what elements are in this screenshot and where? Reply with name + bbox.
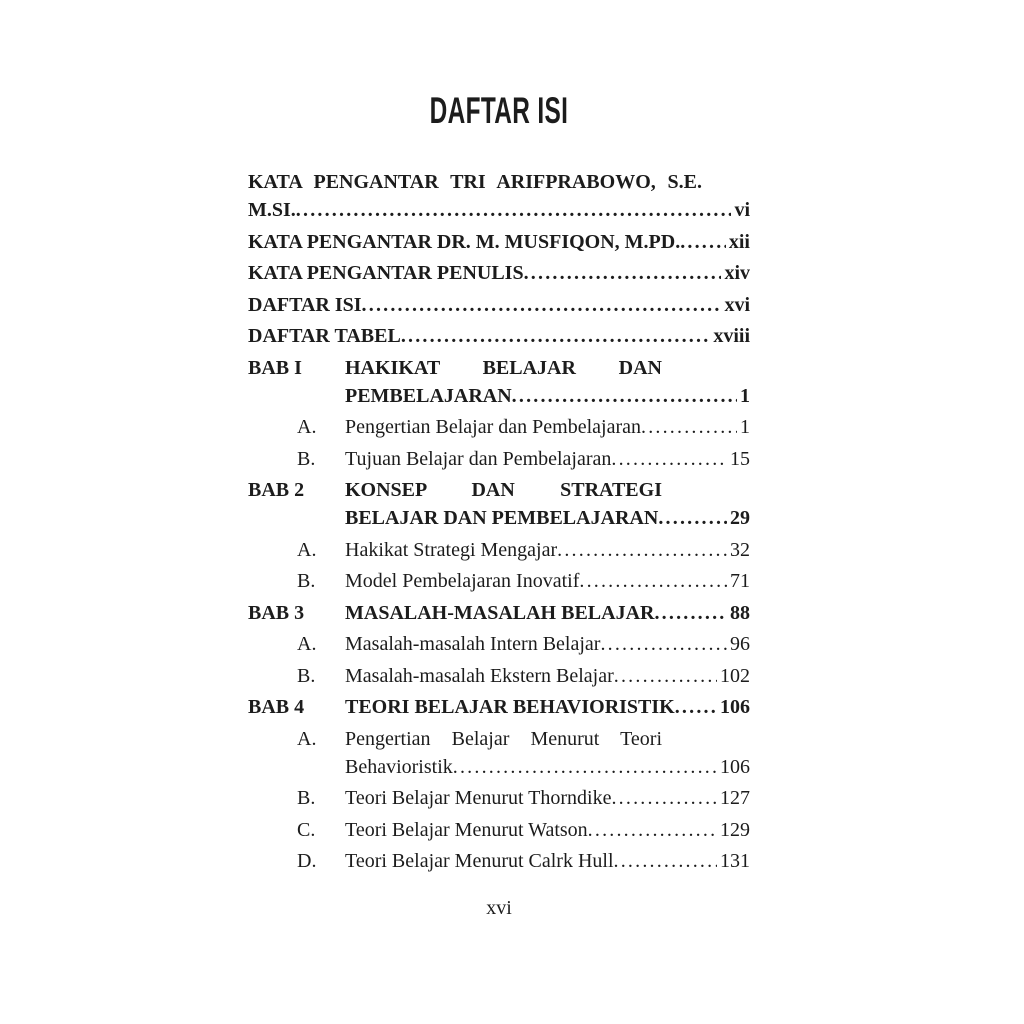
toc-entry-title: MASALAH-MASALAH BELAJAR: [345, 601, 655, 624]
toc-entry-line: [248, 196, 750, 224]
toc-entry-title: Teori Belajar Menurut Calrk Hull: [345, 850, 614, 872]
toc-entry-label: [248, 847, 345, 875]
toc-entry-line: [248, 259, 750, 287]
toc-entry-line: [345, 599, 750, 627]
dot-leader: [524, 259, 722, 287]
toc-page-number: 88: [730, 601, 750, 624]
toc-entry-label: [248, 725, 345, 781]
toc-entry-body: [345, 784, 750, 812]
toc-entry-line: [345, 536, 750, 564]
dot-leader: [362, 291, 722, 319]
toc-entry-title: M.SI.: [248, 199, 296, 221]
toc-entry-line: [345, 753, 750, 781]
toc-entry-line: [345, 567, 750, 595]
toc-entry-title: KATA PENGANTAR PENULIS: [248, 262, 524, 284]
dot-leader: [401, 322, 711, 350]
toc-entry-label: [248, 693, 345, 721]
toc-entry-title-line: HAKIKAT BELAJAR DAN: [345, 356, 662, 379]
toc-entry-label-text: BAB I: [248, 356, 302, 379]
toc-entry-body: [345, 693, 750, 721]
toc-entry-body: [345, 816, 750, 844]
toc-page-number: 106: [720, 696, 750, 718]
toc-entry: [248, 228, 750, 256]
toc-entry-title: TEORI BELAJAR BEHAVIORISTIK: [345, 696, 675, 718]
toc-entry-title: Pengertian Belajar dan Pembelajaran: [345, 416, 641, 438]
toc-entry-title: Behavioristik: [345, 755, 453, 778]
toc-entry-title: Tujuan Belajar dan Pembelajaran: [345, 447, 612, 470]
toc-entry-title-line: KONSEP DAN STRATEGI: [345, 479, 662, 501]
toc-page-number: 29: [730, 507, 750, 529]
dot-leader: [675, 693, 717, 721]
toc-entry-label: [248, 599, 345, 627]
toc-entry-label-text: A.: [297, 633, 317, 655]
toc-entry-label: [248, 413, 345, 441]
toc-page-number: 15: [730, 447, 750, 470]
toc-page-number: 32: [730, 538, 750, 561]
dot-leader: [614, 847, 717, 875]
toc-entry-label: [248, 784, 345, 812]
toc-entry-line: [248, 291, 750, 319]
toc-entry: [248, 536, 750, 564]
toc-entry-body: [345, 354, 750, 410]
toc-entry-body: [345, 476, 750, 532]
toc-entry: [248, 847, 750, 875]
toc-entry-label: [248, 476, 345, 532]
toc-entry-body: [345, 847, 750, 875]
toc-page-number: xvi: [724, 293, 750, 316]
dot-leader: [654, 599, 727, 627]
toc-entry: [248, 693, 750, 721]
page-title-text: DAFTAR ISI: [429, 90, 569, 131]
toc-page-number: 1: [740, 416, 750, 438]
toc-entry-title: Teori Belajar Menurut Watson: [345, 818, 588, 841]
toc-entry: [248, 567, 750, 595]
toc-list: [248, 168, 750, 879]
toc-entry-label: [248, 662, 345, 690]
toc-entry: [248, 322, 750, 350]
toc-entry-title: Teori Belajar Menurut Thorndike: [345, 787, 612, 809]
toc-entry-title: KATA PENGANTAR DR. M. MUSFIQON, M.PD.: [248, 230, 681, 253]
toc-entry-line: [345, 504, 750, 532]
toc-entry-label: [248, 567, 345, 595]
toc-entry-line: [345, 693, 750, 721]
toc-entry-line: [248, 228, 750, 256]
toc-entry-label-text: D.: [297, 850, 317, 872]
toc-entry-label-text: A.: [297, 538, 317, 561]
dot-leader: [588, 816, 717, 844]
toc-page-number: xii: [728, 230, 750, 253]
toc-entry-title: DAFTAR ISI: [248, 293, 362, 316]
toc-entry-line: [345, 413, 750, 441]
toc-entry-body: [345, 725, 750, 781]
toc-entry: [248, 599, 750, 627]
toc-page-number: vi: [734, 199, 750, 221]
toc-entry-label: [248, 816, 345, 844]
toc-page-number: 1: [740, 384, 750, 407]
toc-page-number: xviii: [713, 325, 750, 347]
dot-leader: [512, 382, 737, 410]
dot-leader: [614, 662, 717, 690]
toc-page-number: 96: [730, 633, 750, 655]
toc-entry-label: [248, 354, 345, 410]
folio-page-number: xvi: [486, 897, 512, 919]
toc-page-number: 127: [720, 787, 750, 809]
toc-entry-line: [345, 630, 750, 658]
toc-entry: [248, 662, 750, 690]
toc-entry-title-line: KATA PENGANTAR TRI ARIFPRABOWO, S.E.: [248, 171, 702, 193]
toc-page-number: 131: [720, 850, 750, 872]
toc-entry-title: DAFTAR TABEL: [248, 325, 401, 347]
toc-entry: [248, 354, 750, 410]
toc-entry-line: [248, 322, 750, 350]
toc-entry-title: Model Pembelajaran Inovatif: [345, 570, 580, 592]
toc-entry-label: [248, 630, 345, 658]
toc-entry: [248, 476, 750, 532]
toc-entry-line: [345, 816, 750, 844]
toc-entry: [248, 259, 750, 287]
page-title: [248, 90, 750, 132]
toc-entry-label-text: B.: [297, 787, 316, 809]
toc-entry: [248, 413, 750, 441]
dot-leader: [600, 630, 727, 658]
toc-entry-title: BELAJAR DAN PEMBELAJARAN: [345, 507, 659, 529]
toc-entry-title: Masalah-masalah Intern Belajar: [345, 633, 601, 655]
toc-entry-label-text: A.: [297, 416, 317, 438]
dot-leader: [611, 445, 727, 473]
toc-entry-label-text: BAB 4: [248, 696, 305, 718]
toc-entry-label: [248, 536, 345, 564]
toc-entry-label-text: C.: [297, 818, 316, 841]
toc-entry: [248, 445, 750, 473]
toc-entry-label-text: A.: [297, 727, 317, 750]
toc-entry-body: [345, 567, 750, 595]
toc-entry-label-text: B.: [297, 664, 316, 687]
dot-leader: [658, 504, 727, 532]
toc-entry-title: Masalah-masalah Ekstern Belajar: [345, 664, 614, 687]
toc-entry-body: [345, 413, 750, 441]
toc-entry-title: Hakikat Strategi Mengajar: [345, 538, 558, 561]
toc-entry-body: [345, 445, 750, 473]
toc-entry: [248, 291, 750, 319]
toc-entry-body: [345, 662, 750, 690]
toc-entry-label-text: BAB 3: [248, 601, 305, 624]
toc-entry-label-text: B.: [297, 447, 316, 470]
toc-entry-line: [345, 445, 750, 473]
toc-entry-line: [345, 662, 750, 690]
toc-entry-title-line: Pengertian Belajar Menurut Teori: [345, 727, 662, 750]
toc-entry: [248, 725, 750, 781]
toc-entry: [248, 816, 750, 844]
toc-entry-label-text: B.: [297, 570, 316, 592]
toc-entry: [248, 784, 750, 812]
toc-entry-label: [248, 445, 345, 473]
toc-page-number: 129: [720, 818, 750, 841]
dot-leader: [557, 536, 727, 564]
dot-leader: [453, 753, 717, 781]
dot-leader: [296, 196, 732, 224]
toc-entry-body: [345, 536, 750, 564]
toc-entry-body: [345, 630, 750, 658]
toc-entry: [248, 630, 750, 658]
toc-entry-body: [345, 599, 750, 627]
toc-entry: [248, 168, 750, 224]
toc-page-number: 71: [730, 570, 750, 592]
toc-page-number: 102: [720, 664, 750, 687]
toc-entry-title: PEMBELAJARAN: [345, 384, 512, 407]
dot-leader: [611, 784, 717, 812]
dot-leader: [579, 567, 727, 595]
toc-entry-line: [345, 784, 750, 812]
toc-page-number: 106: [720, 755, 750, 778]
toc-entry-label-text: BAB 2: [248, 479, 305, 501]
toc-entry-line: [345, 847, 750, 875]
toc-page-number: xiv: [724, 262, 750, 284]
dot-leader: [641, 413, 737, 441]
toc-entry-line: [345, 382, 750, 410]
dot-leader: [680, 228, 726, 256]
